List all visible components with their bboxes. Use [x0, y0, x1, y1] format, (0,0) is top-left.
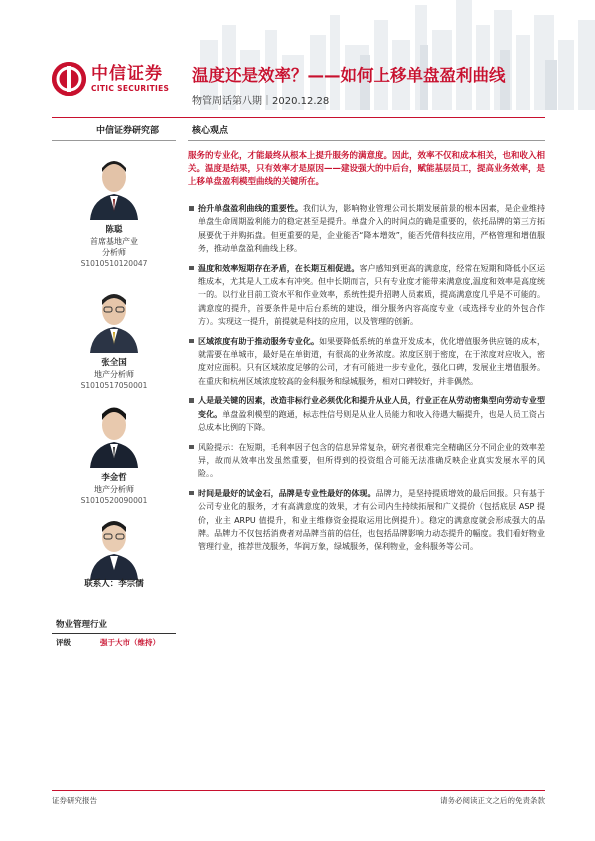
analyst-name: 李金哲 [101, 473, 127, 483]
research-dept-heading: 中信证券研究部 [52, 123, 176, 141]
footer-report-type: 证券研究报告 [52, 796, 97, 805]
bullet-square-icon [189, 339, 194, 344]
brand-logo [52, 62, 169, 96]
bullet-square-icon [189, 206, 194, 211]
analyst-role: 首席基地产业 [90, 237, 138, 246]
analyst-license-id: S1010520090001 [80, 496, 148, 505]
analyst-name: 陈聪 [105, 225, 123, 235]
logo-cn-text: 中信证券 [91, 64, 163, 84]
risk-warning [188, 441, 545, 481]
rating-value: 强于大市（维持） [100, 638, 160, 647]
core-views-heading: 核心观点 [188, 123, 545, 141]
document-subtitle: 物管周话第八期｜2020.12.28 [192, 96, 330, 107]
analyst-license-id: S1010517050001 [80, 381, 148, 390]
key-point [188, 487, 545, 554]
analyst-card [52, 150, 176, 270]
key-points-list [188, 202, 545, 560]
analyst-role: 地产分析师 [94, 485, 134, 494]
footer-disclaimer: 请务必阅读正文之后的免责条款 [440, 796, 545, 805]
contact-photo [84, 510, 144, 580]
key-point-text: 单盘盈利模型的跑通，标志性信号则是从业人员能力和收入待遇大幅提升，也是人员工资占总成本比例的下降。 [198, 409, 546, 433]
contact-photo-card [52, 510, 176, 580]
bullet-square-icon [189, 266, 194, 271]
key-point-heading: 时间是最好的试金石，品牌是专业性最好的体现。 [198, 488, 376, 498]
footer-divider [52, 790, 545, 791]
bullet-square-icon [189, 445, 194, 450]
key-point-heading: 人是最关键的因素，改造非标行业必须优化和提升从业人员，行业正在从劳动密集型向劳动专业型变化。 [198, 396, 545, 419]
key-point [188, 262, 545, 329]
header-divider [52, 117, 545, 118]
bullet-square-icon [189, 398, 194, 403]
analyst-role: 地产分析师 [94, 370, 134, 379]
key-point [188, 202, 545, 256]
document-title: 温度还是效率？——如何上移单盘盈利曲线 [192, 66, 506, 85]
analyst-role-2: 分析师 [102, 248, 126, 257]
citic-logo-icon [52, 62, 86, 96]
key-point-text: 品牌力，是坚持提质增效的最后回报。只有基于公司专业化的服务，才有高满意度的效果，才有公司内生持续拓展和广义提价（包括底层 ASP 提价，业主 ARPU 值提升，和业主维修资金提取运用比例提升）。稳定的满意度就会形成强大的品牌。品牌力不仅包括消费者对品牌当前的信任，也包括品牌影响力动态提升的幅度。我们看好物业管理行业，推荐世茂服务，华润万象，绿城服务，保利物业，金科服务等公司。 [198, 488, 546, 552]
analyst-photo [84, 150, 144, 220]
analyst-name: 张全国 [101, 358, 127, 368]
key-point-text: 如果要降低系统的单盘开发成本，优化增值服务供应链的成本，就需要在单城市，最好是在单街道，有很高的业务浓度。浓度区别于密度，在于浓度对应收入，密度对应面积。只有区域浓度足够的公司，才有可能进一步专业化，强化口碑，发展业主增值服务。在重庆和杭州区域浓度较高的金科服务和绿城服务，相对口碑较好，并非偶然。 [198, 336, 546, 386]
rating-label: 评级 [56, 638, 71, 647]
analyst-photo [84, 398, 144, 468]
industry-title: 物业管理行业 [52, 618, 176, 634]
key-point [188, 335, 545, 389]
analyst-license-id: S1010510120047 [80, 259, 148, 268]
key-point-text: 我们认为，影响物业管理公司长期发展前景的根本因素，是企业维持单盘生命周期盈利能力的稳定甚至是提升。单盘介入的时间点的确是重要的，依托品牌的第三方拓展要优于并购拓盘。但更重要的是，企业能否“降本增效”，能否凭借科技应用，严格管理和增值服务，推动单盘盈利曲线上移。 [198, 204, 546, 254]
key-point-heading: 区域浓度有助于推动服务专业化。 [198, 336, 320, 346]
bullet-square-icon [189, 491, 194, 496]
core-views-intro: 服务的专业化，才能最终从根本上提升服务的满意度。因此，效率不仅和成本相关，也和收入相关。温度是结果，只有效率才是原因——建设强大的中后台，赋能基层员工，提高业务效率，是上移单盘盈利模型曲线的关键所在。 [188, 151, 546, 188]
analyst-photo [84, 283, 144, 353]
key-point-heading: 温度和效率短期存在矛盾，在长期互相促进。 [198, 263, 360, 273]
analyst-card [52, 398, 176, 507]
key-point-text: 客户感知到更高的满意度，经常在短期和降低小区运维成本，尤其是人工成本有冲突。但中长期而言，只有专业度才能带来满意度,温度和效率是高度统一的。以行业目前工资水平和作业效率，系统性提升招聘人员素质，提高满意度几乎是不可能的。满意度的提升，首要条件是中后台系统的建设，细分服务内容高度专业（或选择专业的外包合作方）。实现这一提升，前提就是科技的应用，以及管理的创新。 [198, 263, 546, 327]
key-point-heading: 抬升单盘盈利曲线的重要性。 [198, 204, 303, 213]
contact-person: 联系人：李宗儒 [84, 579, 144, 589]
industry-rating-box [52, 618, 176, 648]
risk-warning-text: 风险提示：在短期，毛利率因子包含的信息异常复杂，研究者很难完全精确区分不同企业的效率差异，故而从效率出发虽然重要，但所得到的投资组合可能无法准确反映企业真实发展水平的风险。。 [198, 442, 545, 479]
analyst-card [52, 283, 176, 392]
logo-en-text: CITIC SECURITIES [91, 84, 170, 93]
key-point [188, 394, 545, 434]
